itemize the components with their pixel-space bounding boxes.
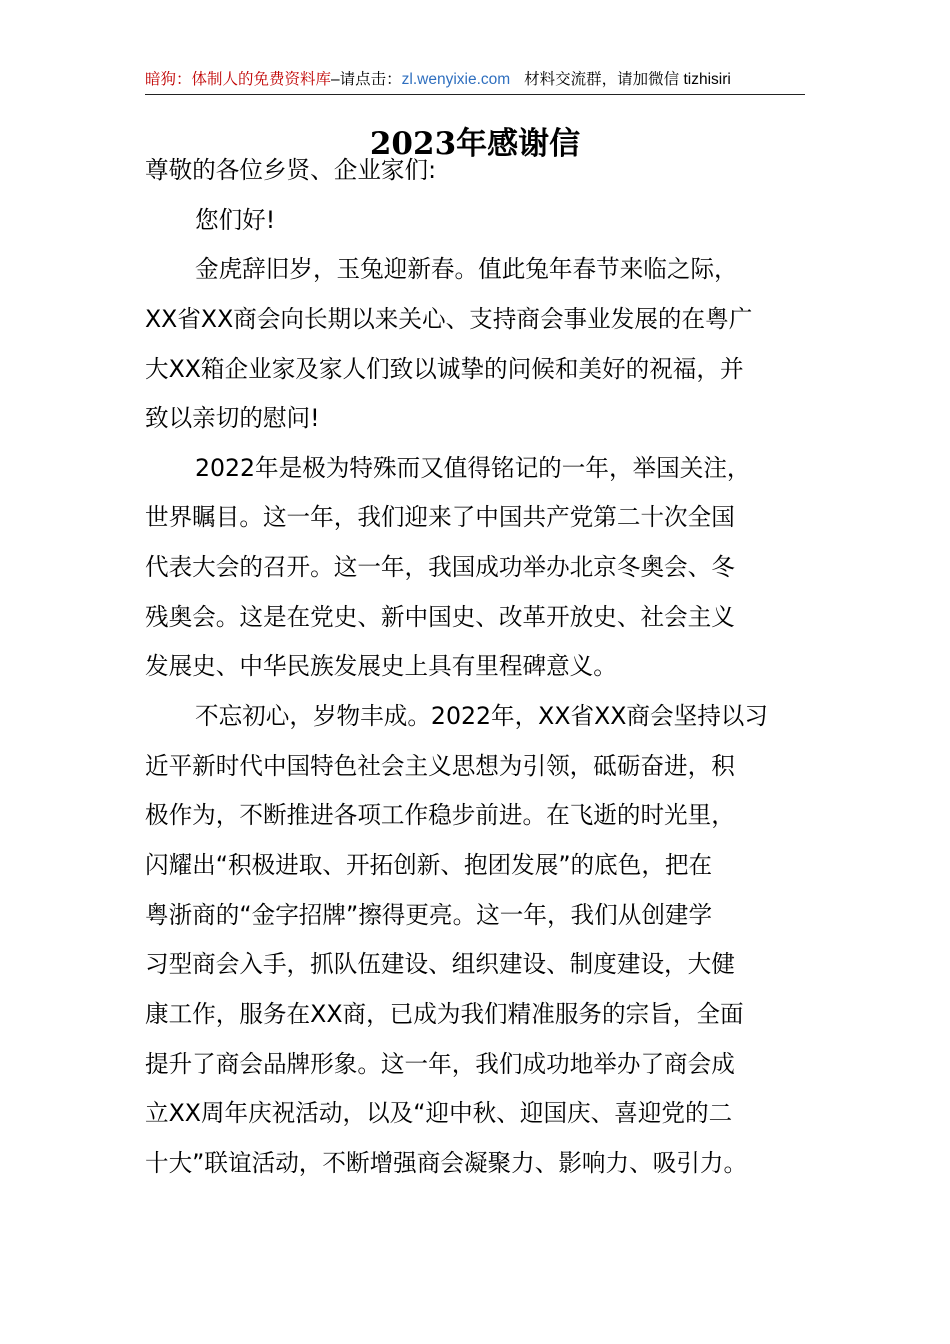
text-line: 立XX周年庆祝活动，以及“迎中秋、迎国庆、喜迎党的二 bbox=[145, 1099, 733, 1128]
text-line: 致以亲切的慰问! bbox=[145, 404, 320, 433]
letter-body bbox=[145, 146, 805, 1188]
text-line: 极作为，不断推进各项工作稳步前进。在飞逝的时光里， bbox=[145, 801, 735, 830]
text-line: 提升了商会品牌形象。这一年，我们成功地举办了商会成 bbox=[145, 1049, 735, 1078]
header-click-label: –请点击： bbox=[331, 71, 402, 88]
header-wechat-group-text: 材料交流群，请加微信 tizhisiri bbox=[524, 71, 731, 88]
header-brand-text: 暗狗：体制人的免费资料库 bbox=[145, 71, 332, 88]
text-line: 发展史、中华民族发展史上具有里程碑意义。 bbox=[145, 652, 617, 681]
text-line: 金虎辞旧岁，玉兔迎新春。值此兔年春节来临之际， bbox=[195, 255, 738, 284]
header-url-link[interactable]: zl.wenyixie.com bbox=[401, 71, 511, 88]
text-line: 2022年是极为特殊而又值得铭记的一年，举国关注， bbox=[195, 453, 751, 482]
greeting-line: 您们好! bbox=[195, 205, 276, 234]
text-line: 闪耀出“积极进取、开拓创新、抱团发展”的底色，把在 bbox=[145, 850, 713, 879]
text-line: 康工作，服务在XX商，已成为我们精准服务的宗旨，全面 bbox=[145, 999, 744, 1028]
text-line: 残奥会。这是在党史、新中国史、改革开放史、社会主义 bbox=[145, 602, 735, 631]
document-title: 2023年感谢信 bbox=[369, 126, 581, 162]
salutation-line: 尊敬的各位乡贤、企业家们: bbox=[145, 156, 437, 184]
text-line: 世界瞩目。这一年，我们迎来了中国共产党第二十次全国 bbox=[145, 503, 735, 532]
text-line: 大XX箱企业家及家人们致以诚挚的问候和美好的祝福，并 bbox=[145, 354, 744, 383]
text-line: XX省XX商会向长期以来关心、支持商会事业发展的在粤广 bbox=[145, 304, 753, 333]
text-line: 近平新时代中国特色社会主义思想为引领，砥砺奋进，积 bbox=[145, 751, 735, 780]
page-header bbox=[145, 70, 805, 95]
text-line: 十大”联谊活动，不断增强商会凝聚力、影响力、吸引力。 bbox=[145, 1148, 748, 1177]
text-line: 粤浙商的“金字招牌”擦得更亮。这一年，我们从创建学 bbox=[145, 900, 713, 929]
text-line: 不忘初心，岁物丰成。2022年，XX省XX商会坚持以习 bbox=[195, 702, 768, 731]
text-line: 代表大会的召开。这一年，我国成功举办北京冬奥会、冬 bbox=[145, 553, 735, 582]
text-line: 习型商会入手，抓队伍建设、组织建设、制度建设，大健 bbox=[145, 950, 735, 979]
